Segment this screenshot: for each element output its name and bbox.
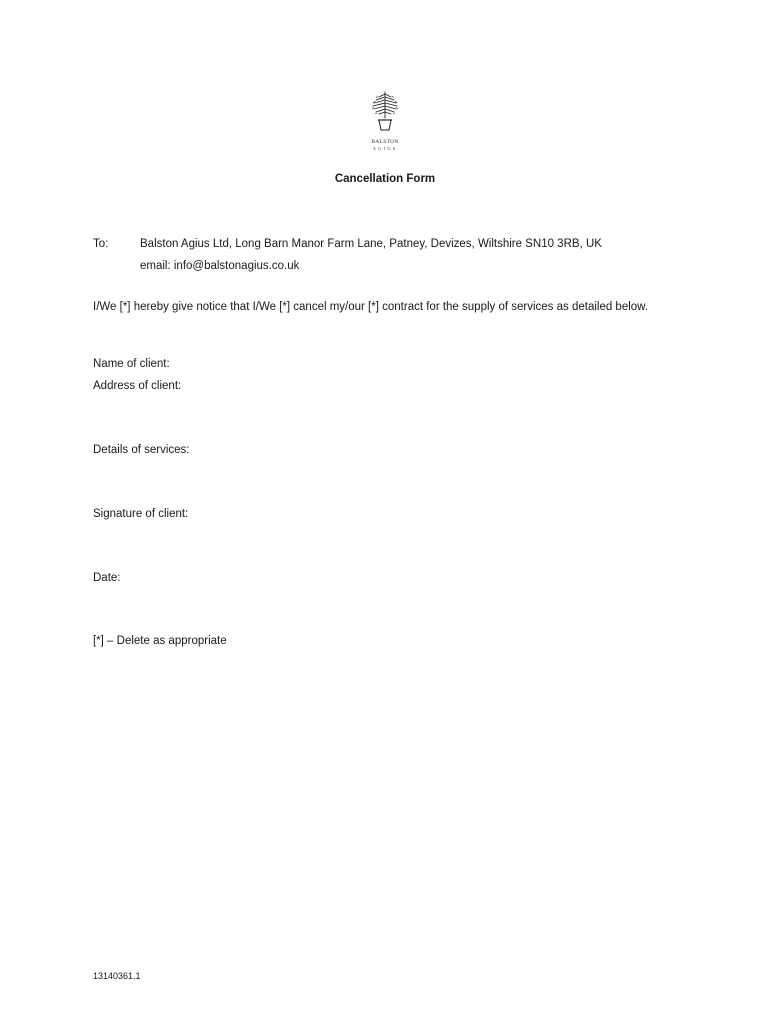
name-of-client-label: Name of client:: [93, 358, 170, 370]
recipient-email: email: info@balstonagius.co.uk: [140, 260, 300, 272]
footnote: [*] – Delete as appropriate: [93, 635, 227, 647]
page-title: Cancellation Form: [334, 173, 436, 185]
document-reference: 13140361.1: [93, 971, 141, 981]
notice-paragraph: I/We [*] hereby give notice that I/We [*] cancel my/our [*] contract for the supply of services as detailed below.: [93, 301, 649, 313]
signature-of-client-label: Signature of client:: [93, 508, 189, 520]
logo-sub-text: AGIUS: [372, 146, 398, 151]
tree-icon: [360, 88, 410, 138]
logo-brand-text: BALSTON: [371, 139, 399, 145]
to-label: To:: [93, 238, 109, 250]
address-of-client-label: Address of client:: [93, 380, 182, 392]
details-of-services-label: Details of services:: [93, 444, 190, 456]
recipient-address: Balston Agius Ltd, Long Barn Manor Farm Lane, Patney, Devizes, Wiltshire SN10 3RB, UK: [140, 238, 602, 250]
company-logo: [360, 88, 410, 156]
date-label: Date:: [93, 572, 121, 584]
